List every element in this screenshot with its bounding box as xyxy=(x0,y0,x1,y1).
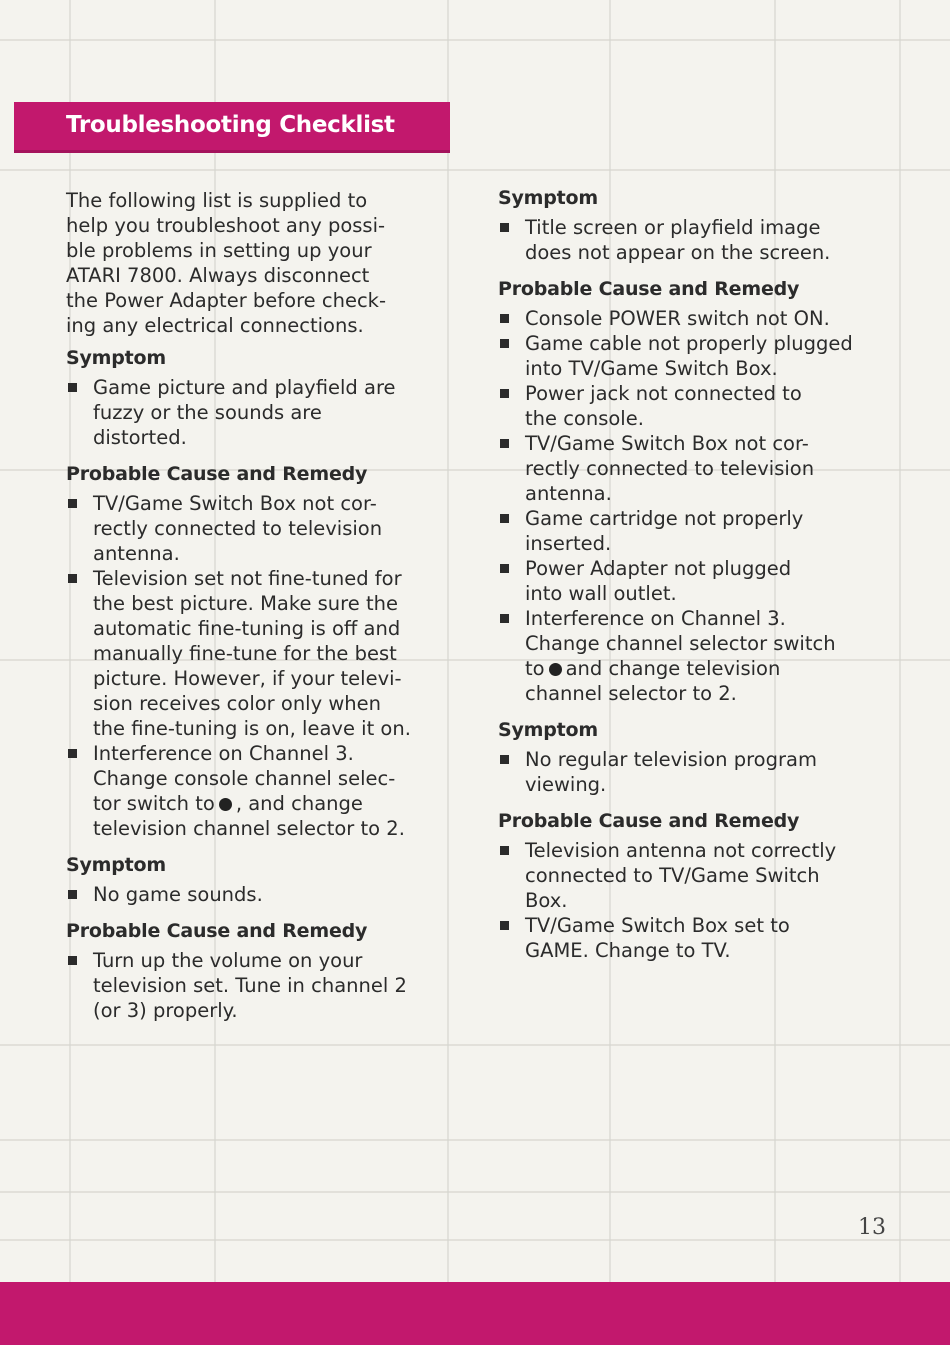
list-item: Title screen or playfield image does not appear on the screen. xyxy=(498,215,888,265)
title-banner xyxy=(14,102,450,150)
dot-icon xyxy=(219,798,232,811)
remedy-heading: Probable Cause and Remedy xyxy=(498,810,800,832)
list-item xyxy=(498,606,888,706)
page-number: 13 xyxy=(858,1215,886,1240)
remedy-list xyxy=(498,306,888,706)
list-item: TV/Game Switch Box set to GAME. Change to TV. xyxy=(498,913,888,963)
remedy-list xyxy=(66,491,446,841)
list-item xyxy=(66,741,446,841)
list-item: Game cable not properly plugged into TV/Game Switch Box. xyxy=(498,331,888,381)
symptom-heading: Symptom xyxy=(66,347,167,369)
remedy-list xyxy=(66,948,446,1023)
list-item: TV/Game Switch Box not cor- rectly connected to television antenna. xyxy=(66,491,446,566)
intro-paragraph: The following list is supplied to help you troubleshoot any possi- ble problems in setting up your ATARI 7800. Always disconnect the Power Adapter before check- ing any electrical connections. xyxy=(66,189,386,337)
remedy-heading: Probable Cause and Remedy xyxy=(66,463,368,485)
list-item: Game picture and playfield are fuzzy or the sounds are distorted. xyxy=(66,375,446,450)
list-item: Turn up the volume on your television set. Tune in channel 2 (or 3) properly. xyxy=(66,948,446,1023)
list-item: Console POWER switch not ON. xyxy=(498,306,888,331)
list-item: Television set not fine-tuned for the best picture. Make sure the automatic fine-tuning is off and manually fine-tune for the best picture. However, if your televi- sion receives color only when the fine-tuning is on, leave it on. xyxy=(66,566,446,741)
dot-icon xyxy=(549,663,562,676)
remedy-text: and change television channel selector to 2. xyxy=(525,657,781,705)
remedy-text: Interference on Channel 3. Change channel selector switch to xyxy=(525,607,836,680)
symptom-heading: Symptom xyxy=(66,854,167,876)
list-item: No regular television program viewing. xyxy=(498,747,888,797)
symptom-heading: Symptom xyxy=(498,719,599,741)
left-column xyxy=(66,188,446,1035)
list-item: Power jack not connected to the console. xyxy=(498,381,888,431)
symptom-list xyxy=(66,882,446,907)
right-column xyxy=(498,186,888,975)
symptom-heading: Symptom xyxy=(498,187,599,209)
remedy-text: Interference on Channel 3. Change console channel selec- tor switch to xyxy=(93,742,396,815)
page-title: Troubleshooting Checklist xyxy=(66,112,395,138)
remedy-text: , and change television channel selector to 2. xyxy=(93,792,405,840)
remedy-heading: Probable Cause and Remedy xyxy=(66,920,368,942)
remedy-heading: Probable Cause and Remedy xyxy=(498,278,800,300)
symptom-list xyxy=(66,375,446,450)
list-item: Television antenna not correctly connected to TV/Game Switch Box. xyxy=(498,838,888,913)
footer-band xyxy=(0,1282,950,1345)
symptom-list xyxy=(498,747,888,797)
list-item: TV/Game Switch Box not cor- rectly connected to television antenna. xyxy=(498,431,888,506)
list-item: Game cartridge not properly inserted. xyxy=(498,506,888,556)
list-item: No game sounds. xyxy=(66,882,446,907)
symptom-list xyxy=(498,215,888,265)
list-item: Power Adapter not plugged into wall outlet. xyxy=(498,556,888,606)
remedy-list xyxy=(498,838,888,963)
